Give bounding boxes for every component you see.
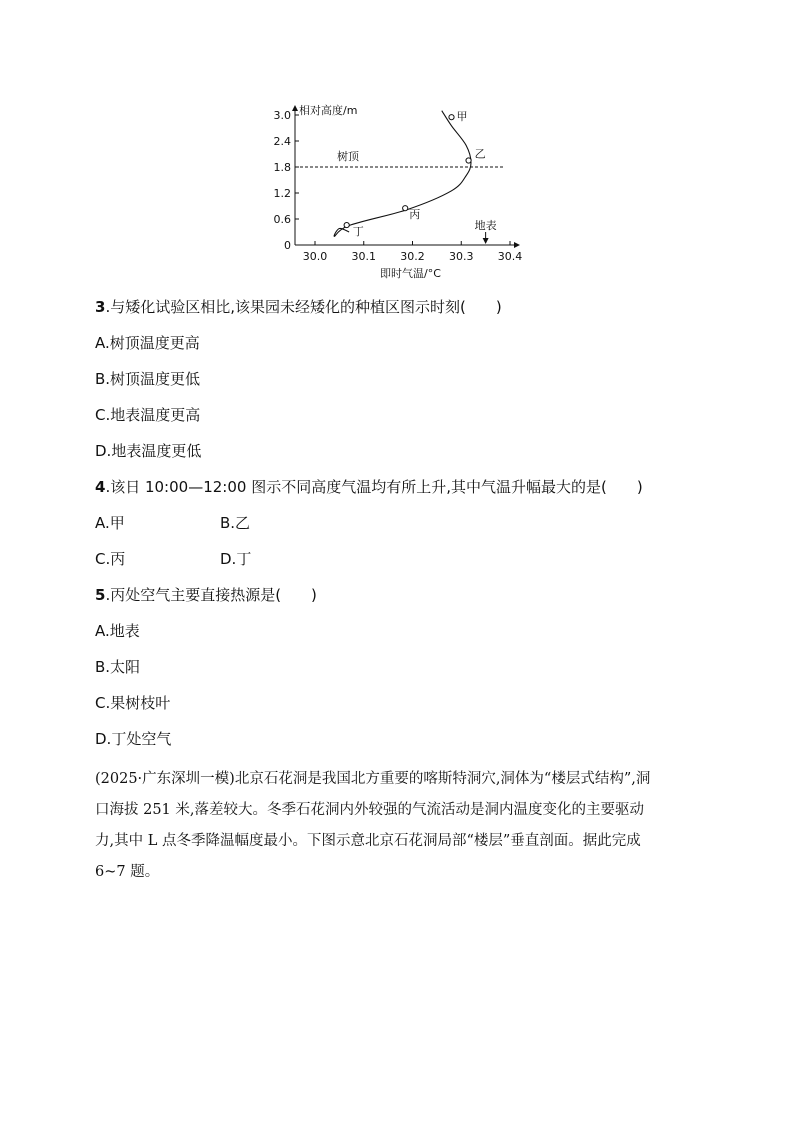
x-axis-title: 即时气温/°C [380,267,441,280]
point-marker [403,206,408,211]
passage-line: 口海拔 251 米,落差较大。冬季石花洞内外较强的气流活动是洞内温度变化的主要驱动 [95,802,645,818]
point-marker [449,115,454,120]
y-tick-label: 1.8 [273,161,291,174]
chart-svg [255,98,545,288]
q5-option-c[interactable]: C.果树枝叶 [95,694,171,712]
temperature-height-figure [255,98,545,288]
passage-line: 力,其中 L 点冬季降温幅度最小。下图示意北京石花洞局部“楼层”垂直剖面。据此完成 [95,833,641,849]
temperature-curve [334,111,471,237]
question-3 [95,297,502,317]
x-tick-label: 30.1 [351,250,376,263]
question-number: 4 [95,478,106,496]
y-tick-label: 0 [284,239,291,252]
q5-option-d[interactable]: D.丁处空气 [95,730,172,748]
q3-option-d[interactable]: D.地表温度更低 [95,442,202,460]
point-marker [466,158,471,163]
y-tick-label: 3.0 [273,109,291,122]
q4-option-c[interactable]: C.丙 [95,550,126,568]
question-4 [95,477,643,497]
y-tick-label: 2.4 [273,135,291,148]
x-tick-label: 30.2 [400,250,425,263]
surface-label: 地表 [474,219,497,232]
q5-option-b[interactable]: B.太阳 [95,658,141,676]
point-label: 乙 [474,147,486,161]
tree-top-label: 树顶 [337,150,359,163]
point-marker [344,222,349,227]
question-5 [95,585,317,605]
q5-option-a[interactable]: A.地表 [95,622,140,640]
x-tick-label: 30.0 [302,250,328,263]
question-number: 3 [95,298,106,316]
q3-option-c[interactable]: C.地表温度更高 [95,406,201,424]
question-number: 5 [95,586,106,604]
q4-option-b[interactable]: B.乙 [220,514,251,532]
question-text: .丙处空气主要直接热源是( ) [105,586,317,604]
passage-line: (2025·广东深圳一模)北京石花洞是我国北方重要的喀斯特洞穴,洞体为“楼层式结构”,洞 [95,771,651,787]
passage [95,764,699,888]
question-text: .该日 10:00—12:00 图示不同高度气温均有所上升,其中气温升幅最大的是( ) [105,478,643,496]
y-axis-title: 相对高度/m [299,104,358,117]
point-label: 丙 [409,208,421,222]
point-label: 甲 [456,110,468,124]
point-label: 丁 [352,225,364,239]
y-tick-label: 0.6 [273,213,291,226]
question-text: .与矮化试验区相比,该果园未经矮化的种植区图示时刻( ) [105,298,502,316]
q3-option-a[interactable]: A.树顶温度更高 [95,334,200,352]
passage-line: 6~7 题。 [95,864,160,880]
x-tick-label: 30.3 [449,250,474,263]
q3-option-b[interactable]: B.树顶温度更低 [95,370,201,388]
q4-option-d[interactable]: D.丁 [220,550,252,568]
y-tick-label: 1.2 [273,187,291,200]
x-tick-label: 30.4 [497,250,523,263]
q4-option-a[interactable]: A.甲 [95,514,125,532]
